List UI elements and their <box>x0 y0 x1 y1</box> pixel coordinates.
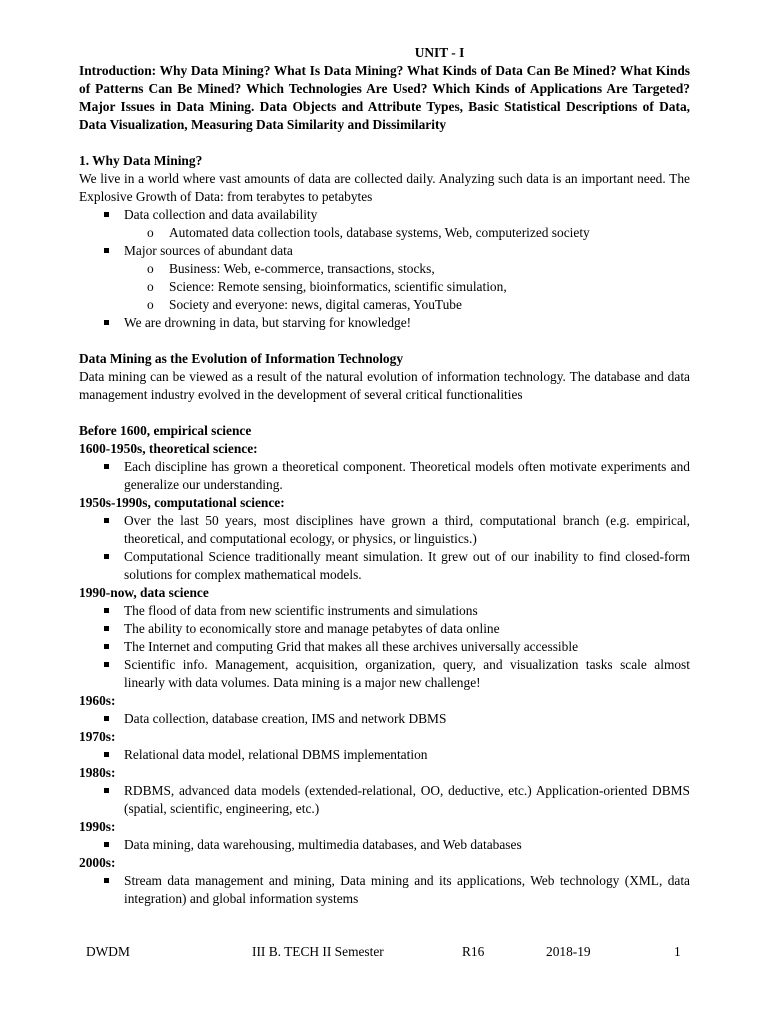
list-item: We are drowning in data, but starving for knowledge! <box>79 314 690 332</box>
list-item: Major sources of abundant data o Business: Web, e-commerce, transactions, stocks, o Science: Remote sensing, bioinformatics, scientific simulation, o Society and everyone: news, digital cameras, YouTube <box>79 242 690 314</box>
era-heading: Before 1600, empirical science <box>79 423 252 438</box>
list-item: o Society and everyone: news, digital cameras, YouTube <box>79 296 690 314</box>
list-item: Stream data management and mining, Data mining and its applications, Web technology (XML, data integration) and global information systems <box>79 872 690 908</box>
list-item: Over the last 50 years, most disciplines have grown a third, computational branch (e.g. empirical, theoretical, and computational ecology, or physics, or linguistics.) <box>79 512 690 548</box>
list-item: o Science: Remote sensing, bioinformatics, scientific simulation, <box>79 278 690 296</box>
list-item: The ability to economically store and manage petabytes of data online <box>79 620 690 638</box>
section-title-why: 1. Why Data Mining? <box>79 153 203 168</box>
era-heading: 1950s-1990s, computational science: <box>79 495 285 510</box>
list-item: Computational Science traditionally meant simulation. It grew out of our inability to find closed-form solutions for complex mathematical models. <box>79 548 690 584</box>
page-footer <box>86 943 686 961</box>
decade-heading: 1960s: <box>79 693 116 708</box>
era-heading: 1600-1950s, theoretical science: <box>79 441 258 456</box>
section-para-evolution: Data mining can be viewed as a result of the natural evolution of information technology. The database and data management industry evolved in the development of several critical functionalities <box>79 369 690 402</box>
document-page <box>79 44 690 908</box>
list-item: RDBMS, advanced data models (extended-relational, OO, deductive, etc.) Application-oriented DBMS (spatial, scientific, engineering, etc.) <box>79 782 690 818</box>
section-title-evolution: Data Mining as the Evolution of Information Technology <box>79 351 404 366</box>
footer-year: 2018-19 <box>546 944 591 959</box>
list-item: Data mining, data warehousing, multimedia databases, and Web databases <box>79 836 690 854</box>
list-item: Data collection, database creation, IMS and network DBMS <box>79 710 690 728</box>
unit-title: UNIT - I <box>414 45 465 60</box>
decade-heading: 1980s: <box>79 765 116 780</box>
intro-heading: Introduction: Why Data Mining? What Is Data Mining? What Kinds of Data Can Be Mined? What Kinds of Patterns Can Be Mined? Which Technologies Are Used? Which Kinds of Applications Are Targeted? Major Issues in Data Mining. Data Objects and Attribute Types, Basic Statistical Descriptions of Data, Data Visualization, Measuring Data Similarity and Dissimilarity <box>79 63 690 132</box>
list-item: Each discipline has grown a theoretical component. Theoretical models often motivate experiments and generalize our understanding. <box>79 458 690 494</box>
list-item: Data collection and data availability o Automated data collection tools, database systems, Web, computerized society <box>79 206 690 242</box>
footer-semester: III B. TECH II Semester <box>252 944 384 959</box>
footer-course: DWDM <box>86 944 130 959</box>
footer-regulation: R16 <box>462 944 485 959</box>
why-list <box>79 206 690 332</box>
list-item: The flood of data from new scientific instruments and simulations <box>79 602 690 620</box>
decade-heading: 1990s: <box>79 819 116 834</box>
list-item: o Automated data collection tools, database systems, Web, computerized society <box>79 224 690 242</box>
era-heading: 1990-now, data science <box>79 585 209 600</box>
footer-page-number: 1 <box>674 944 681 959</box>
decade-heading: 2000s: <box>79 855 116 870</box>
list-item: o Business: Web, e-commerce, transactions, stocks, <box>79 260 690 278</box>
section-para-why: We live in a world where vast amounts of data are collected daily. Analyzing such data is an important need. The Explosive Growth of Data: from terabytes to petabytes <box>79 171 690 204</box>
decade-heading: 1970s: <box>79 729 116 744</box>
list-item: Relational data model, relational DBMS implementation <box>79 746 690 764</box>
list-item: Scientific info. Management, acquisition, organization, query, and visualization tasks scale almost linearly with data volumes. Data mining is a major new challenge! <box>79 656 690 692</box>
list-item: The Internet and computing Grid that makes all these archives universally accessible <box>79 638 690 656</box>
